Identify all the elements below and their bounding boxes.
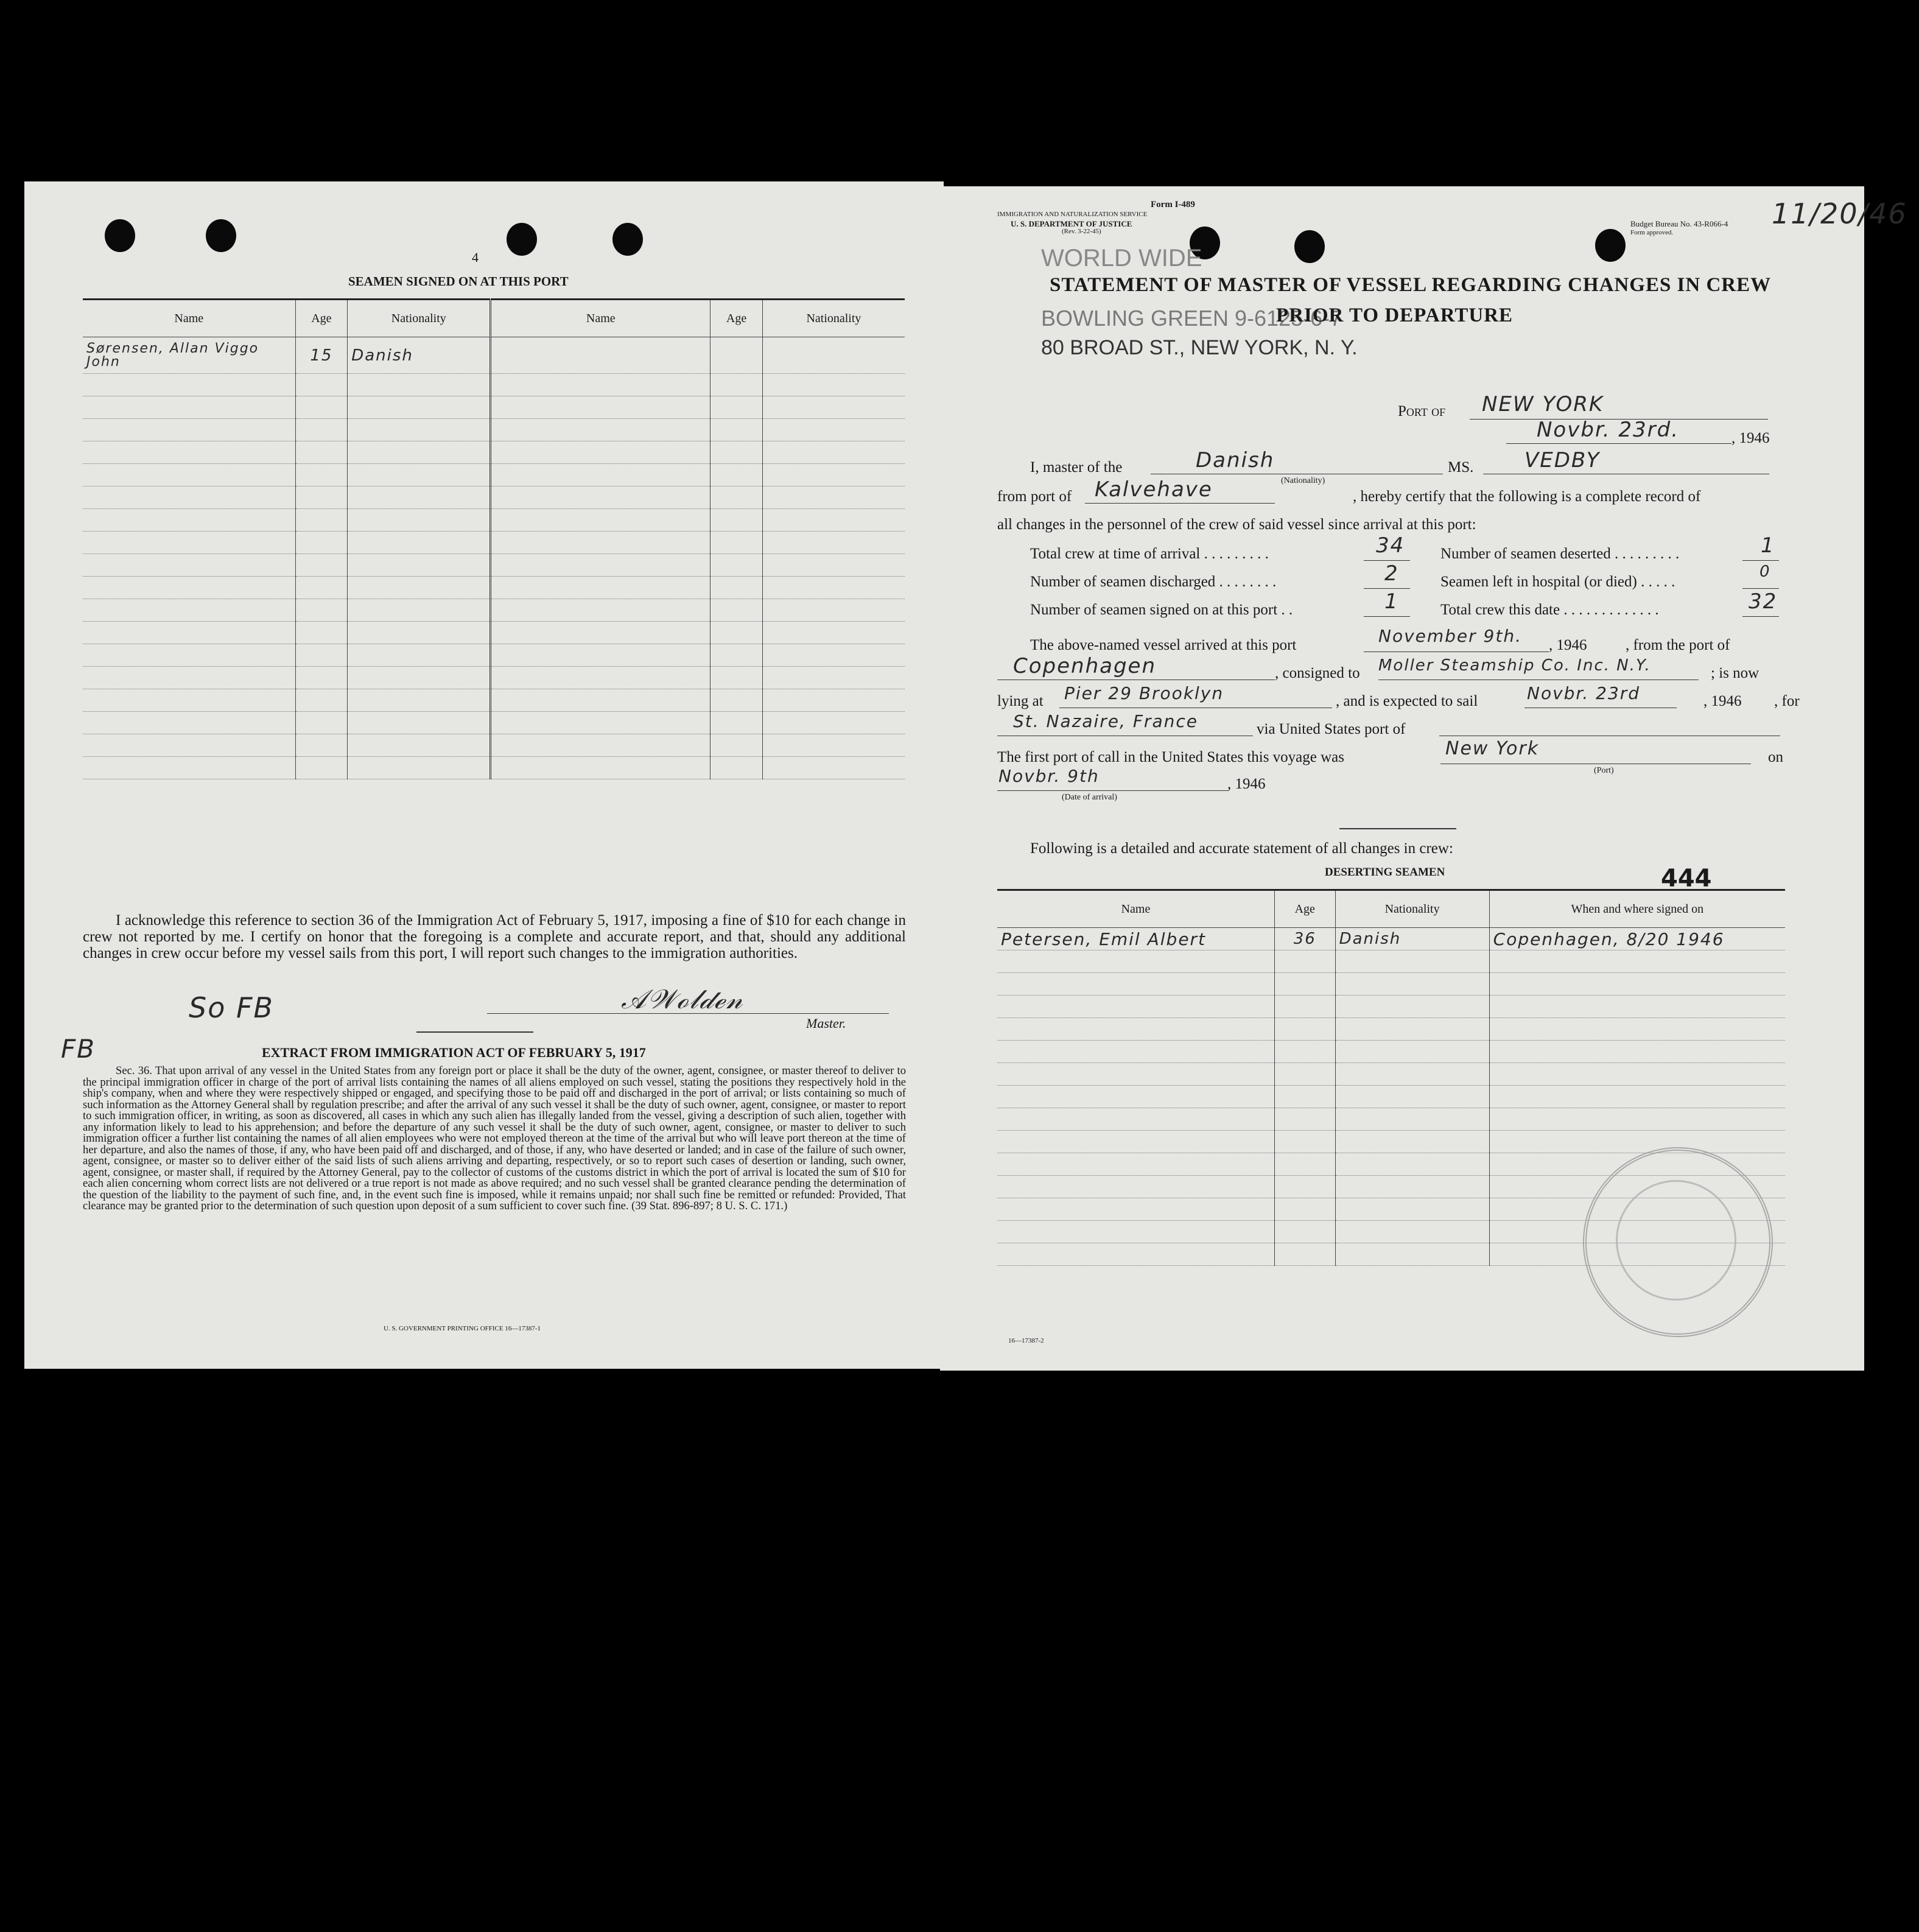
table-row	[83, 689, 905, 712]
left-page	[24, 181, 944, 1369]
sail-year: , 1946	[1703, 693, 1742, 709]
on-label: on	[1768, 749, 1783, 765]
following-text: Following is a detailed and accurate statement of all changes in crew:	[1030, 840, 1453, 857]
revision: (Rev. 3-22-45)	[1062, 228, 1101, 235]
nationality-caption: (Nationality)	[1281, 476, 1325, 485]
table-row	[83, 577, 905, 599]
table-row	[83, 712, 905, 734]
sail-date-value: Novbr. 23rd	[1527, 683, 1641, 703]
agency-line: U. S. DEPARTMENT OF JUSTICE	[1011, 219, 1132, 228]
table-row	[997, 1018, 1785, 1041]
table-row	[83, 644, 905, 667]
footer-code: 16—17387-2	[1008, 1337, 1044, 1344]
arrival-date-value: Novbr. 9th	[998, 766, 1100, 786]
punch-hole	[1294, 230, 1325, 263]
total-date-label: Total crew this date . . . . . . . . . . . . .	[1440, 602, 1659, 618]
table-header-row	[997, 890, 1785, 928]
table-row	[83, 554, 905, 577]
arrived-value: November 9th.	[1378, 626, 1522, 646]
destination-value: St. Nazaire, France	[1013, 711, 1198, 731]
via-label: via United States port of	[1257, 721, 1406, 737]
table-row	[997, 950, 1785, 973]
column-header-name: Name	[83, 300, 295, 337]
right-page	[940, 186, 1907, 1371]
table-row	[83, 532, 905, 554]
column-header-age: Age	[295, 300, 348, 337]
table-header-row	[83, 300, 905, 337]
port-caption: (Port)	[1594, 766, 1614, 775]
date-value: Novbr. 23rd.	[1537, 418, 1680, 442]
table-row	[997, 1086, 1785, 1108]
deserted-value: 1	[1761, 533, 1775, 558]
master-label: Master.	[806, 1016, 846, 1031]
lying-label: lying at	[997, 693, 1044, 709]
table-row	[997, 1063, 1785, 1086]
budget-bureau: Budget Bureau No. 43-R066-4	[1630, 219, 1728, 228]
stamp-phone: BOWLING GREEN 9-6125-6-7	[1041, 306, 1342, 331]
arrival-year: , 1946	[1227, 776, 1266, 792]
acknowledgement-text: I acknowledge this reference to section 36 of the Immigration Act of February 5, 1917, imposing a fine of $10 for each change in crew not reported by me. I certify on honor that the foregoing is a complete and accurate report, and that, should any additional changes in crew occur before my vessel sails from this port, I will report such changes to the immigration authorities.	[83, 912, 906, 961]
company-stamp: WORLD WIDE	[1041, 245, 1202, 272]
handwritten-initials: So FB	[189, 991, 274, 1024]
total-arrival-value: 34	[1376, 533, 1405, 558]
deserted-label: Number of seamen deserted . . . . . . . . .	[1440, 546, 1680, 562]
table-row	[83, 734, 905, 757]
nationality-value: Danish	[1196, 448, 1275, 472]
column-header-age: Age	[1274, 890, 1335, 928]
table-row	[83, 599, 905, 622]
seaman-nationality: Danish	[1335, 928, 1489, 950]
table-row	[997, 973, 1785, 996]
column-header-nationality: Nationality	[348, 300, 491, 337]
deserting-title: DESERTING SEAMEN	[1325, 866, 1445, 879]
table-row	[83, 487, 905, 509]
seaman-nationality: Danish	[348, 337, 491, 374]
punch-hole	[612, 223, 643, 256]
vessel-name: VEDBY	[1524, 448, 1601, 472]
column-header-nationality: Nationality	[762, 300, 905, 337]
lying-value: Pier 29 Brooklyn	[1064, 683, 1224, 703]
table-row	[997, 1041, 1785, 1063]
hospital-value: 0	[1759, 563, 1771, 581]
hospital-label: Seamen left in hospital (or died) . . . . .	[1440, 574, 1675, 590]
vessel-prefix: MS.	[1448, 459, 1474, 476]
handwritten-date: 11/20/46	[1772, 197, 1907, 230]
table-row	[83, 667, 905, 689]
first-port-label: The first port of call in the United States this voyage was	[997, 749, 1345, 765]
punch-hole	[1595, 229, 1626, 262]
date-year: , 1946	[1731, 430, 1770, 446]
signed-on-label: Number of seamen signed on at this port . .	[1030, 602, 1293, 618]
punch-hole	[507, 223, 537, 256]
for-label: , for	[1774, 693, 1800, 709]
seaman-name: Petersen, Emil Albert	[997, 928, 1274, 950]
table-row	[83, 464, 905, 487]
table-row	[83, 419, 905, 441]
total-arrival-label: Total crew at time of arrival . . . . . . . . .	[1030, 546, 1269, 562]
table-row	[83, 337, 905, 374]
seaman-name: Sørensen, Allan Viggo John	[83, 337, 295, 374]
arrival-caption: (Date of arrival)	[1062, 793, 1117, 802]
discharged-label: Number of seamen discharged . . . . . . . .	[1030, 574, 1277, 590]
arrived-label: The above-named vessel arrived at this port	[1030, 637, 1297, 653]
signed-on-value: 1	[1384, 589, 1399, 614]
handwritten-initials: FB	[61, 1034, 96, 1064]
signed-on-table-title: SEAMEN SIGNED ON AT THIS PORT	[348, 274, 569, 289]
seaman-signed-on: Copenhagen, 8/20 1946	[1489, 928, 1785, 950]
printing-office: U. S. GOVERNMENT PRINTING OFFICE 16—17387-1	[384, 1325, 541, 1332]
table-row	[83, 374, 905, 396]
column-header-age: Age	[710, 300, 763, 337]
from-port-label: from port of	[997, 488, 1072, 505]
document-title-2: PRIOR TO DEPARTURE	[1276, 304, 1514, 326]
consignee-value: Moller Steamship Co. Inc. N.Y.	[1378, 656, 1651, 675]
first-port-value: New York	[1445, 738, 1540, 759]
is-now-label: ; is now	[1711, 665, 1759, 681]
column-header-nationality: Nationality	[1335, 890, 1489, 928]
divider	[416, 1031, 533, 1033]
extract-text: Sec. 36. That upon arrival of any vessel in the United States from any foreign port or place it shall be the duty of the owner, agent, consignee, or master thereof to deliver to the principal immigration officer in charge of the port of arrival lists containing the names of all aliens employed on such vessel, stating the positions they respectively hold in the ship's company, when and where they were respectively shipped or engaged, and specifying those to be paid off and discharged in the port of arrival; or lists containing so much of such information as the Attorney General shall by regulation prescribe; and after the arrival of any such vessel it shall be the duty of such owner, agent, consignee, or master to report to such immigration officer, in writing, as soon as discovered, all cases in which any such alien has illegally landed from the vessel, giving a description of such alien, together with any information likely to lead to his apprehension; and before the departure of any such vessel it shall be the duty of such owner, agent, consignee, or master to deliver to such immigration officer a further list containing the names of all alien employees who were not employed thereon at the time of the arrival but who will leave port thereon at the time of her departure, and also the names of those, if any, who have been paid off and discharged, and of those, if any, who have deserted or landed; and in case of the failure of such owner, agent, consignee, or master so to deliver either of the said lists of such aliens arriving and departing, respectively, or so to report such cases of desertion or landing, such owner, agent, consignee, or master shall, if required by the Attorney General, pay to the collector of customs of the customs district in which the port of arrival is located the sum of $10 for each alien concerning whom correct lists are not delivered or a true report is not made as above required; and no such vessel shall be granted clearance pending the determination of the question of the liability to the payment of such fine, and, in the event such fine is imposed, while it remains unpaid; nor shall such fine be remitted or refunded: Provided, That clearance may be granted prior to the determination of such question upon deposit of a sum sufficient to cover such fine. (39 Stat. 896-897; 8 U. S. C. 171.)	[83, 1064, 906, 1212]
origin-port-value: Copenhagen	[1013, 654, 1157, 678]
seaman-age: 15	[295, 337, 348, 374]
all-changes-text: all changes in the personnel of the crew of said vessel since arrival at this port:	[997, 516, 1476, 533]
consigned-label: , consigned to	[1275, 665, 1360, 681]
port-label: Port of	[1398, 403, 1446, 420]
table-row	[997, 996, 1785, 1018]
table-row	[83, 622, 905, 644]
seaman-age: 36	[1274, 928, 1335, 950]
stamp-address: 80 BROAD ST., NEW YORK, N. Y.	[1041, 336, 1358, 359]
official-seal-inner	[1616, 1180, 1736, 1301]
punch-hole	[105, 219, 135, 252]
column-header-signed-on: When and where signed on	[1489, 890, 1785, 928]
master-of-label: I, master of the	[1030, 459, 1123, 476]
table-row	[997, 928, 1785, 950]
table-row	[83, 396, 905, 419]
extract-title: EXTRACT FROM IMMIGRATION ACT OF FEBRUARY 5, 1917	[262, 1045, 646, 1060]
document-number: 444	[1661, 865, 1712, 893]
table-row	[83, 441, 905, 464]
port-value: NEW YORK	[1482, 392, 1604, 416]
column-header-name: Name	[997, 890, 1274, 928]
expected-label: , and is expected to sail	[1336, 693, 1478, 709]
table-row	[997, 1108, 1785, 1131]
signed-on-table	[83, 298, 905, 779]
column-header-name: Name	[491, 300, 710, 337]
from-the-port-label: , from the port of	[1626, 637, 1730, 653]
punch-hole	[206, 219, 236, 252]
document-title: STATEMENT OF MASTER OF VESSEL REGARDING CHANGES IN CREW	[1050, 274, 1772, 296]
table-row	[83, 757, 905, 779]
master-signature: 𝒜𝒲ℴ𝓁𝒹ℯ𝓃	[621, 984, 744, 1015]
certify-text: , hereby certify that the following is a complete record of	[1353, 488, 1701, 505]
form-number: Form I-489	[1151, 200, 1195, 209]
from-port-value: Kalvehave	[1095, 477, 1213, 502]
form-approved: Form approved.	[1630, 229, 1674, 236]
page-number: 4	[472, 250, 479, 265]
signature-line	[487, 1013, 889, 1014]
agency-line: IMMIGRATION AND NATURALIZATION SERVICE	[997, 211, 1148, 218]
table-row	[83, 509, 905, 532]
divider	[1339, 828, 1456, 829]
total-date-value: 32	[1749, 589, 1778, 614]
discharged-value: 2	[1384, 561, 1399, 586]
arrived-year: , 1946	[1549, 637, 1587, 653]
